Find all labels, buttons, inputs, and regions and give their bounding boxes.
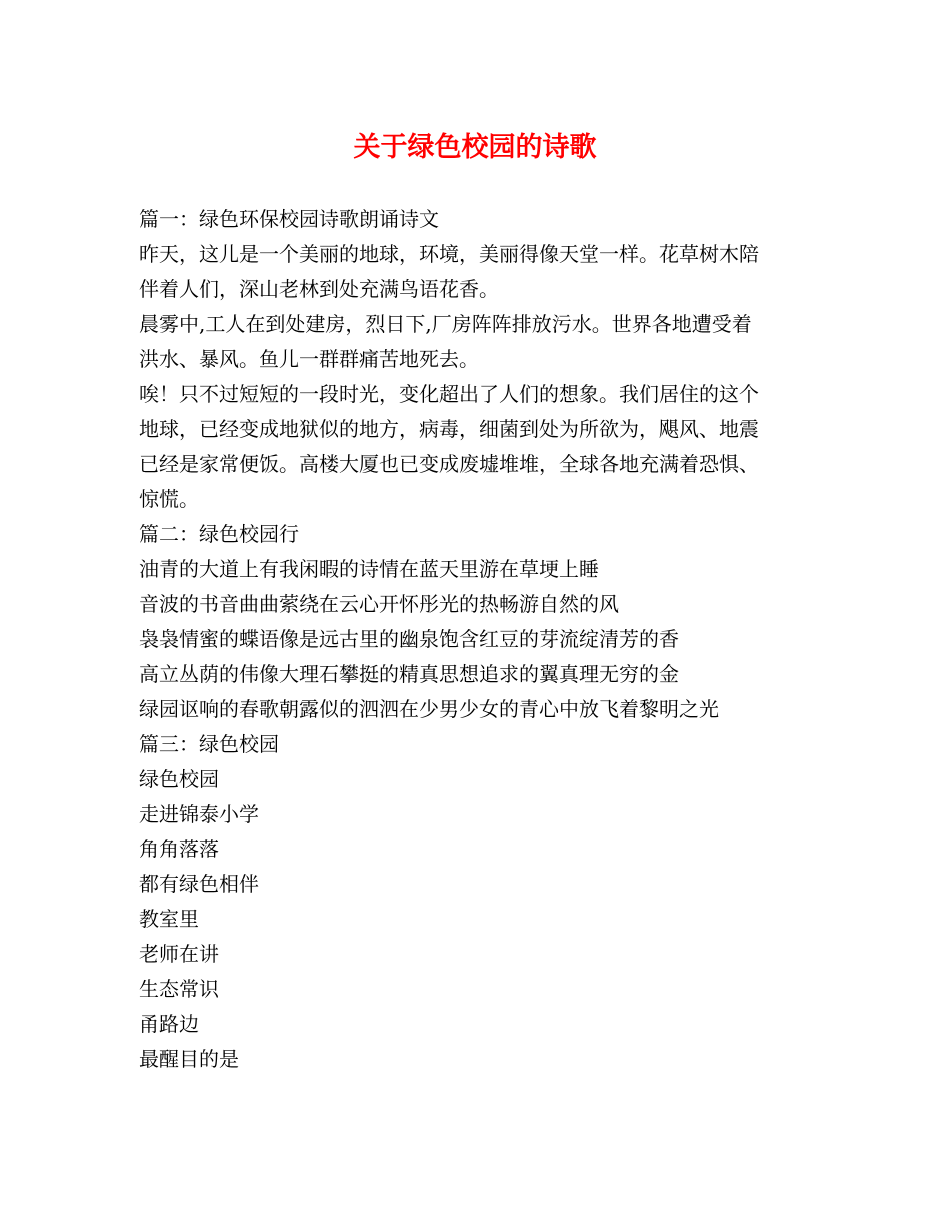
section-heading-3: 篇三：绿色校园	[139, 732, 279, 756]
poem-line: 绿园讴响的春歌朝露似的泗泗在少男少女的青心中放飞着黎明之光	[139, 697, 719, 721]
poem-line: 油青的大道上有我闲暇的诗情在蓝天里游在草埂上睡	[139, 557, 599, 581]
poem-line: 都有绿色相伴	[139, 872, 259, 896]
poem-line: 音波的书音曲曲萦绕在云心开怀彤光的热畅游自然的风	[139, 592, 619, 616]
document-body	[139, 202, 819, 1077]
paragraph-line: 昨天，这儿是一个美丽的地球，环境，美丽得像天堂一样。花草树木陪	[139, 242, 759, 266]
poem-line: 袅袅情蜜的蝶语像是远古里的幽泉饱含红豆的芽流绽清芳的香	[139, 627, 679, 651]
paragraph-line: 伴着人们，深山老林到处充满鸟语花香。	[139, 277, 499, 301]
poem-line: 角角落落	[139, 837, 219, 861]
section-heading-1: 篇一：绿色环保校园诗歌朗诵诗文	[139, 207, 439, 231]
document-title: 关于绿色校园的诗歌	[353, 132, 597, 163]
poem-line: 高立丛荫的伟像大理石攀挺的精真思想追求的翼真理无穷的金	[139, 662, 679, 686]
paragraph-line: 唉！只不过短短的一段时光，变化超出了人们的想象。我们居住的这个	[139, 382, 759, 406]
poem-line: 老师在讲	[139, 942, 219, 966]
poem-line: 教室里	[139, 907, 199, 931]
poem-line: 走进锦泰小学	[139, 802, 259, 826]
paragraph-line: 地球，已经变成地狱似的地方，病毒，细菌到处为所欲为，飓风、地震	[139, 417, 759, 441]
poem-line: 生态常识	[139, 977, 219, 1001]
poem-line: 最醒目的是	[139, 1047, 239, 1071]
section-heading-2: 篇二：绿色校园行	[139, 522, 299, 546]
paragraph-line: 洪水、暴风。鱼儿一群群痛苦地死去。	[139, 347, 479, 371]
paragraph-line: 惊慌。	[139, 487, 199, 511]
paragraph-line: 晨雾中,工人在到处建房，烈日下,厂房阵阵排放污水。世界各地遭受着	[139, 312, 752, 336]
poem-line: 绿色校园	[139, 767, 219, 791]
poem-line: 甬路边	[139, 1012, 199, 1036]
paragraph-line: 已经是家常便饭。高楼大厦也已变成废墟堆堆，全球各地充满着恐惧、	[139, 452, 759, 476]
